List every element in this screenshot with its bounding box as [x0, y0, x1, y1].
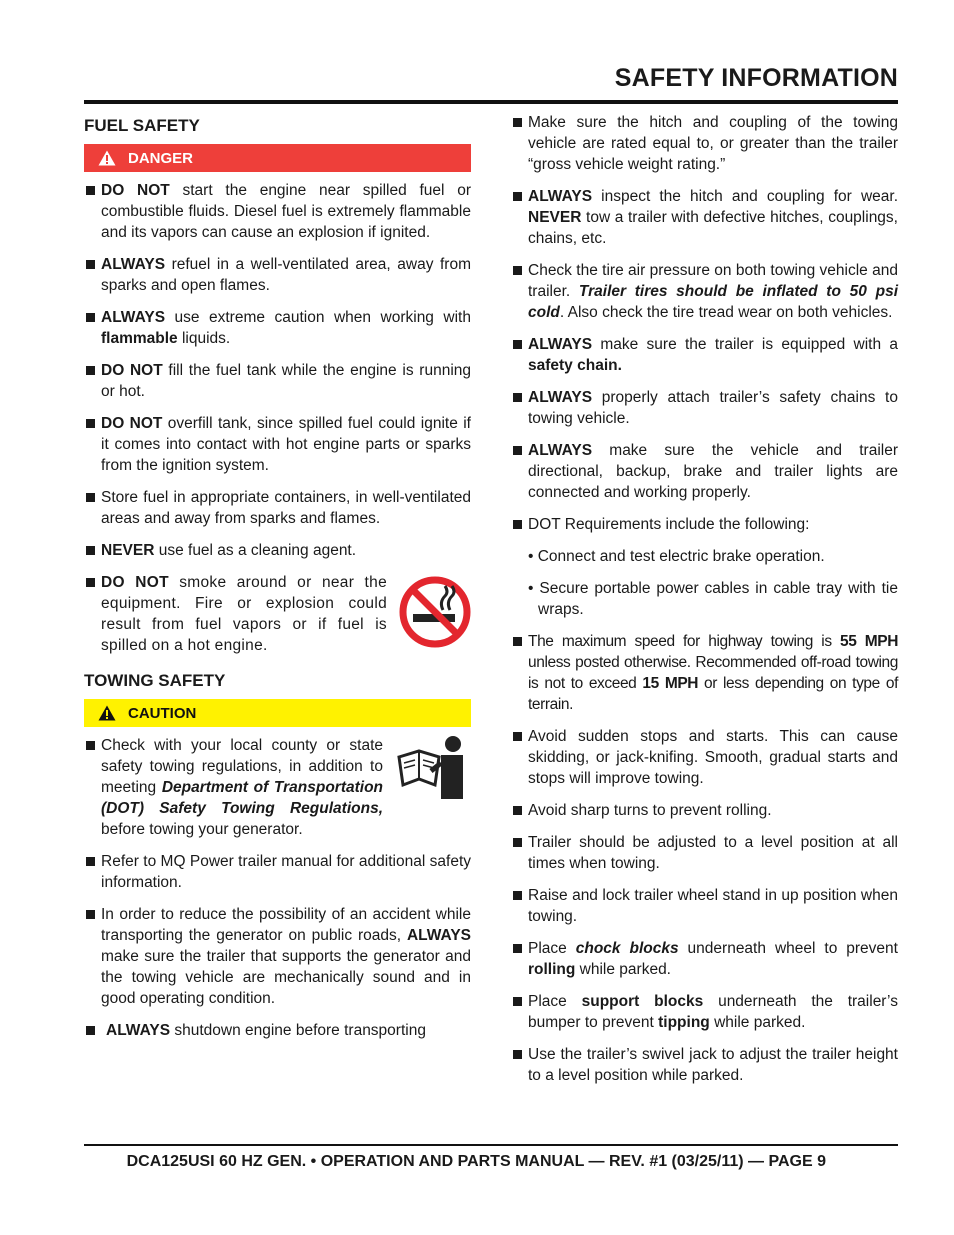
list-item: ALWAYS shutdown engine before transporting [84, 1020, 471, 1041]
list-item: Refer to MQ Power trailer manual for additional safety information. [84, 851, 471, 893]
list-item: Avoid sharp turns to prevent rolling. [511, 800, 898, 821]
list-item: ALWAYS make sure the vehicle and trailer directional, backup, brake and trailer lights are connected and working properly. [511, 440, 898, 503]
fuel-safety-heading: FUEL SAFETY [84, 116, 200, 135]
caution-label: CAUTION [128, 704, 197, 722]
read-manual-icon [395, 735, 471, 801]
list-item: In order to reduce the possibility of an accident while transporting the generator on public roads, ALWAYS make sure the trailer that supports the generator and the towing vehicle are mechanically sound and in good operating condition. [84, 904, 471, 1009]
danger-banner [84, 144, 471, 172]
list-item: ALWAYS inspect the hitch and coupling for wear. NEVER tow a trailer with defective hitches, couplings, chains, etc. [511, 186, 898, 249]
list-item: Avoid sudden stops and starts. This can cause skidding, or jack-knifing. Smooth, gradual starts and stops will improve towing. [511, 726, 898, 789]
list-item: ALWAYS make sure the trailer is equipped with a safety chain. [511, 334, 898, 376]
warning-triangle-icon [98, 150, 116, 166]
danger-label: DANGER [128, 149, 194, 167]
list-item: ALWAYS use extreme caution when working with flammable liquids. [84, 307, 471, 349]
header-rule [84, 100, 898, 104]
list-item: Make sure the hitch and coupling of the towing vehicle are rated equal to, or greater than the trailer “gross vehicle weight rating.” [511, 112, 898, 175]
footer-rule [84, 1144, 898, 1146]
caution-banner [84, 699, 471, 727]
list-item: Store fuel in appropriate containers, in well-ventilated areas and away from sparks and flames. [84, 487, 471, 529]
list-item: Check the tire air pressure on both towing vehicle and trailer. Trailer tires should be inflated to 50 psi cold. Also check the tire tread wear on both vehicles. [511, 260, 898, 323]
list-item: ALWAYS refuel in a well-ventilated area, away from sparks and open flames. [84, 254, 471, 296]
list-item: Place support blocks underneath the trailer’s bumper to prevent tipping while parked. [511, 991, 898, 1033]
towing-safety-heading: TOWING SAFETY [84, 671, 226, 690]
list-item: Raise and lock trailer wheel stand in up position when towing. [511, 885, 898, 927]
list-item-no-smoking: DO NOT smoke around or near the equipment. Fire or explosion could result from fuel vapors or if fuel is spilled on a hot engine. [84, 572, 471, 656]
list-item: The maximum speed for highway towing is 55 MPH unless posted otherwise. Recommended off-road towing is not to exceed 15 MPH or less depending on type of terrain. [511, 631, 898, 715]
list-item: Trailer should be adjusted to a level position at all times when towing. [511, 832, 898, 874]
list-item: DO NOT start the engine near spilled fuel or combustible fluids. Diesel fuel is extremely flammable and its vapors can cause an explosion if ignited. [84, 180, 471, 243]
right-column [511, 112, 898, 1097]
list-item: NEVER use fuel as a cleaning agent. [84, 540, 471, 561]
list-item: DOT Requirements include the following: [511, 514, 898, 535]
list-item: Place chock blocks underneath wheel to prevent rolling while parked. [511, 938, 898, 980]
list-item-regulations: Check with your local county or state safety towing regulations, in addition to meeting Department of Transportation (DOT) Safety Towing Regulations, before towing your generator. [84, 735, 471, 840]
warning-triangle-icon [98, 705, 116, 721]
page-footer: DCA125USI 60 HZ GEN. • OPERATION AND PARTS MANUAL — REV. #1 (03/25/11) — PAGE 9 [126, 1153, 826, 1170]
dot-requirement: • Connect and test electric brake operation. [528, 548, 825, 565]
list-item: ALWAYS properly attach trailer’s safety chains to towing vehicle. [511, 387, 898, 429]
left-column [84, 112, 471, 1052]
no-smoking-icon [399, 576, 471, 648]
list-item: Use the trailer’s swivel jack to adjust the trailer height to a level position while parked. [511, 1044, 898, 1086]
dot-requirement: • Secure portable power cables in cable tray with tie wraps. [528, 580, 898, 618]
page-title: SAFETY INFORMATION [614, 64, 898, 92]
list-item: DO NOT overfill tank, since spilled fuel could ignite if it comes into contact with hot engine parts or sparks from the ignition system. [84, 413, 471, 476]
list-item: DO NOT fill the fuel tank while the engine is running or hot. [84, 360, 471, 402]
